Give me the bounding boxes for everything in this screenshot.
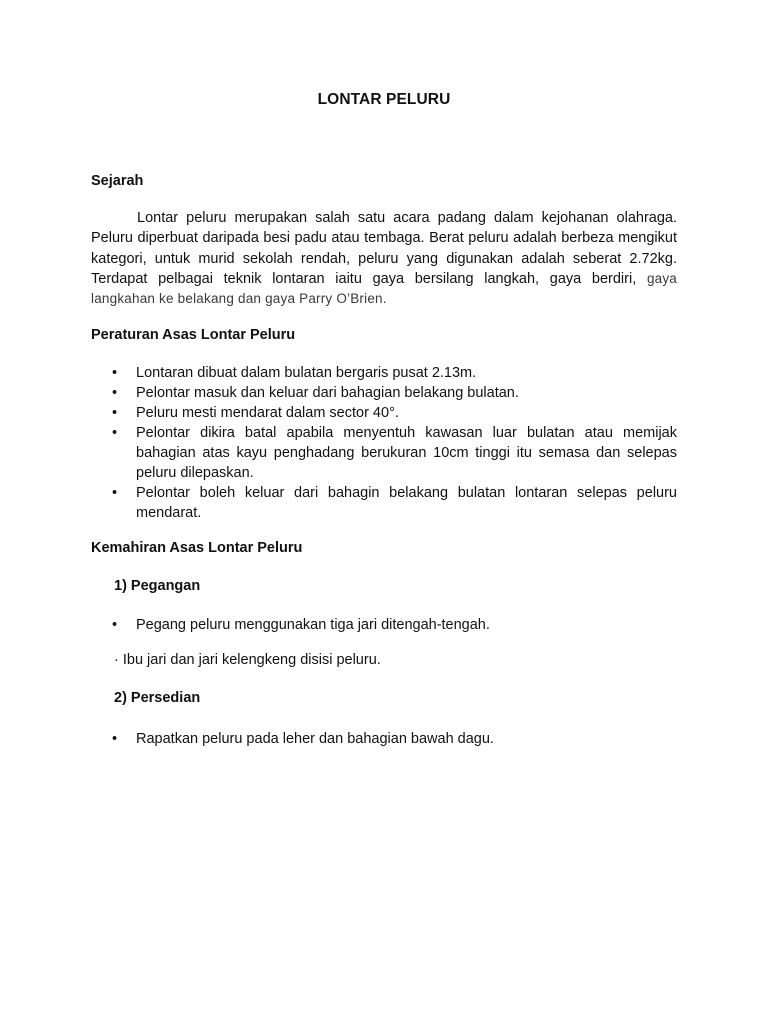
- list-item: [91, 423, 677, 483]
- list-item: [91, 383, 677, 403]
- section-heading-peraturan: Peraturan Asas Lontar Peluru: [91, 327, 296, 343]
- list-item: [91, 615, 677, 635]
- list-item-text: Pegang peluru menggunakan tiga jari ditengah-tengah.: [136, 617, 490, 633]
- bullet-icon: •: [112, 405, 118, 421]
- section-heading-kemahiran: Kemahiran Asas Lontar Peluru: [91, 540, 303, 556]
- bullet-icon: •: [112, 617, 118, 633]
- bullet-icon: •: [112, 365, 118, 381]
- list-item-text: Lontaran dibuat dalam bulatan bergaris pusat 2.13m.: [136, 365, 477, 381]
- persedian-list: [91, 729, 677, 749]
- list-item-text: Pelontar masuk dan keluar dari bahagian belakang bulatan.: [136, 385, 519, 401]
- list-item-text: Pelontar boleh keluar dari bahagin belakang bulatan lontaran selepas peluru mendarat.: [136, 485, 677, 521]
- list-item: [91, 403, 677, 423]
- bullet-icon: •: [112, 425, 118, 441]
- sejarah-paragraph: [91, 208, 677, 309]
- list-item-text: Pelontar dikira batal apabila menyentuh kawasan luar bulatan atau memijak bahagian atas kayu penghadang berukuran 10cm tinggi itu semasa dan selepas peluru dilepaskan.: [136, 425, 677, 481]
- sejarah-paragraph-main: Lontar peluru merupakan salah satu acara padang dalam kejohanan olahraga. Peluru diperbuat daripada besi padu atau tembaga. Berat peluru adalah berbeza mengikut kategori, untuk murid sekolah rendah, peluru yang digunakan adalah seberat 2.72kg. Terdapat pelbagai teknik lontaran iaitu gaya bersilang langkah, gaya berdiri,: [91, 210, 677, 287]
- bullet-icon: •: [112, 731, 118, 747]
- sejarah-paragraph-tail: gaya langkahan ke belakang dan gaya Parry O’Brien.: [91, 270, 678, 307]
- pegangan-list: [91, 615, 677, 635]
- bullet-icon: •: [112, 485, 118, 501]
- list-item-text: Peluru mesti mendarat dalam sector 40°.: [136, 405, 399, 421]
- peraturan-list: [91, 363, 677, 523]
- section-heading-sejarah: Sejarah: [91, 173, 144, 189]
- list-item-text: Rapatkan peluru pada leher dan bahagian bawah dagu.: [136, 731, 494, 747]
- list-item: [91, 483, 677, 523]
- document-title: LONTAR PELURU: [317, 91, 451, 108]
- list-item: [91, 363, 677, 383]
- subheading-persedian: 2) Persedian: [114, 690, 201, 706]
- bullet-icon: •: [112, 385, 118, 401]
- list-item: [91, 729, 677, 749]
- subheading-pegangan: 1) Pegangan: [114, 578, 201, 594]
- pegangan-extra-line: · Ibu jari dan jari kelengkeng disisi peluru.: [114, 652, 381, 668]
